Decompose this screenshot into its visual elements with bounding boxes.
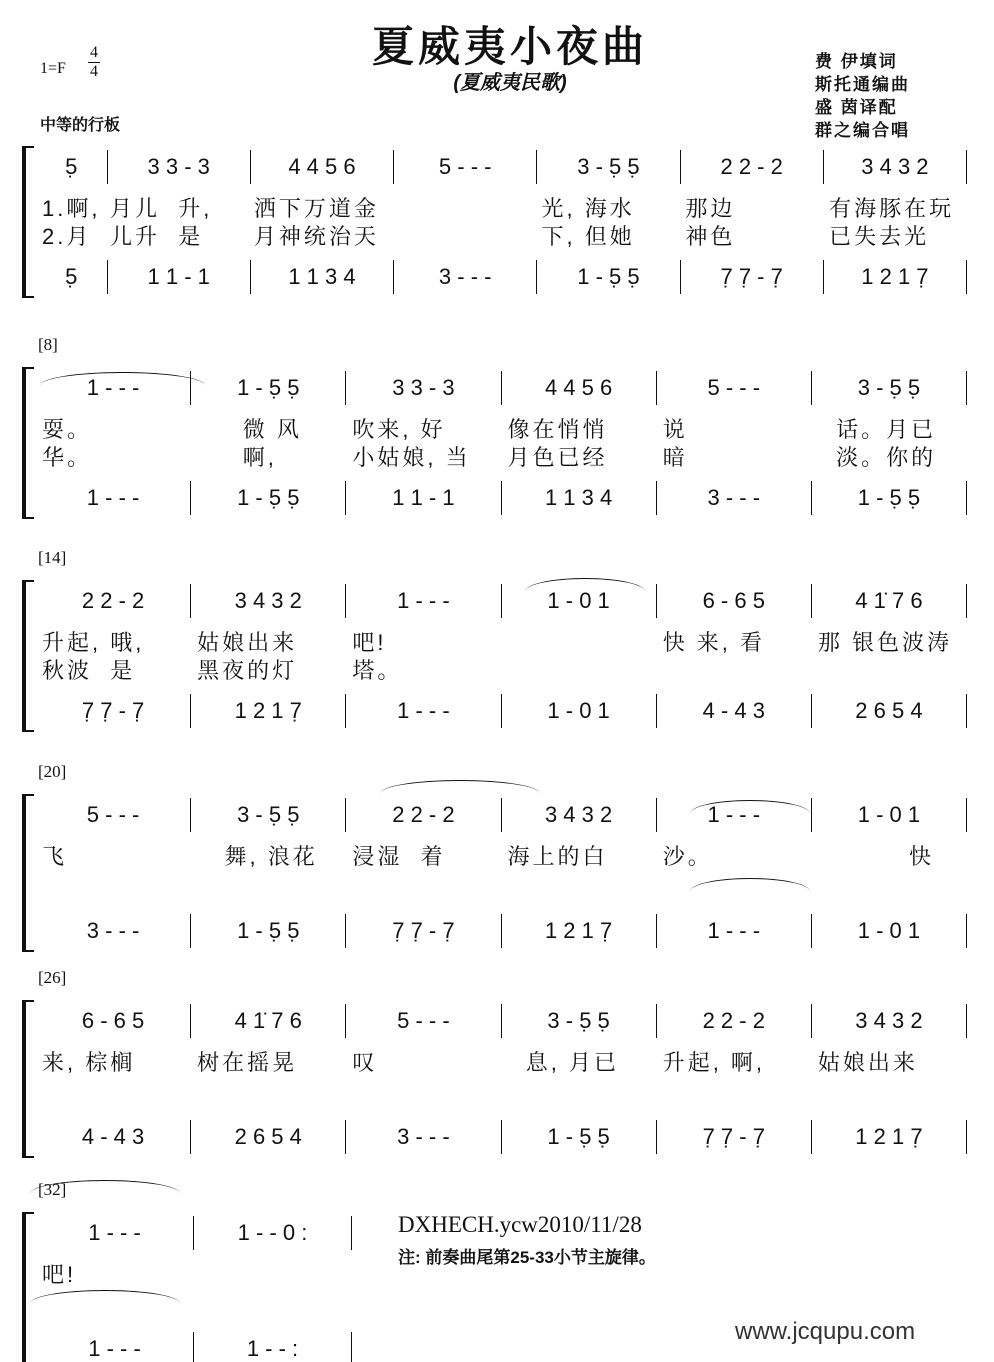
- measure: 5 - - -: [394, 150, 537, 184]
- measure: 2 2 - 2: [657, 1004, 812, 1038]
- measure: 1 2 1 7̣: [191, 694, 346, 728]
- lyrics-line: [36, 413, 967, 441]
- lyric-segment: 1.啊,: [42, 196, 101, 221]
- measure: 3 3 - 3: [346, 371, 501, 405]
- measure: 1 - 5̣ 5̣: [191, 481, 346, 515]
- lyric-segment: 那边: [685, 196, 736, 221]
- lyrics-line: [36, 192, 967, 220]
- lyric-segment: 洒下万道金: [253, 196, 379, 221]
- measure: 4 - 4 3: [36, 1120, 191, 1154]
- lyric-segment: 姑娘出来: [817, 1050, 918, 1075]
- measure: 1 - - -: [657, 914, 812, 948]
- measure: 7̣ 7̣ - 7̣: [681, 260, 824, 294]
- time-signature: [88, 44, 100, 81]
- measure: 3 4 3 2: [502, 798, 657, 832]
- lyric-segment: 2.月: [42, 224, 92, 249]
- measure: 5̣: [36, 260, 108, 294]
- measure: 1 - - -: [36, 1332, 194, 1362]
- measure: 3 - - -: [657, 481, 812, 515]
- measure: 1 - - -: [346, 584, 501, 618]
- watermark: www.jcqupu.com: [735, 1318, 916, 1345]
- harmony-staff: [36, 1332, 352, 1362]
- lyric-segment: 海上的白: [507, 844, 608, 869]
- system-bracket: [22, 1000, 34, 1158]
- lyric-segment: 淡。你的: [817, 445, 937, 470]
- melody-staff: [36, 584, 967, 618]
- measure: 3 - - -: [346, 1120, 501, 1154]
- lyric-segment: 月色已经: [507, 445, 608, 470]
- lyrics-line: [36, 1258, 352, 1286]
- measure-number: [14]: [38, 548, 67, 567]
- lyric-segment: 吧!: [42, 1262, 77, 1287]
- measure-number: [20]: [38, 762, 67, 781]
- lyric-segment: 快: [817, 844, 934, 869]
- measure: 1 - - :: [194, 1332, 352, 1362]
- measure: 2 2 - 2: [681, 150, 824, 184]
- measure: 3 3 - 3: [108, 150, 251, 184]
- measure: 3 - - -: [36, 914, 191, 948]
- lyric-segment: [657, 654, 812, 682]
- measure: 1 - 5̣ 5̣: [191, 914, 346, 948]
- measure: 2 6 5 4: [812, 694, 967, 728]
- measure: 2 6 5 4: [191, 1120, 346, 1154]
- measure: 5 - - -: [36, 798, 191, 832]
- measure: 3 - 5̣ 5̣: [537, 150, 680, 184]
- lyric-segment: [194, 1258, 352, 1286]
- measure: 1 - 0 1: [502, 694, 657, 728]
- measure: 4 4 5 6: [251, 150, 394, 184]
- credit-arranger: 斯托通编曲: [815, 75, 910, 94]
- lyric-segment: 吹来, 好: [352, 417, 446, 442]
- lyric-segment: 神色: [685, 224, 736, 249]
- measure: 3 - - -: [394, 260, 537, 294]
- tie-arc: [380, 780, 540, 807]
- measure: 6 - 6 5: [657, 584, 812, 618]
- tempo-marking: 中等的行板: [40, 117, 121, 134]
- measure: 4 - 4 3: [657, 694, 812, 728]
- measure: 2 2 - 2: [346, 798, 501, 832]
- lyric-segment: 小姑娘, 当: [352, 445, 471, 470]
- measure: 4 4 5 6: [502, 371, 657, 405]
- lyric-segment: 快 来, 看: [662, 630, 766, 655]
- lyrics-line: [36, 626, 967, 654]
- lyric-segment: 月儿 升,: [110, 196, 213, 221]
- lyric-segment: 升起, 啊,: [662, 1050, 766, 1075]
- measure: 3 4 3 2: [824, 150, 967, 184]
- lyric-segment: 树在摇晃: [197, 1050, 298, 1075]
- key-signature: 1=F: [40, 60, 66, 77]
- lyrics-line: [36, 441, 967, 469]
- measure-number: [8]: [38, 335, 58, 354]
- measure: 1 2 1 7̣: [824, 260, 967, 294]
- lyric-segment: [502, 654, 657, 682]
- measure: 1 - - -: [346, 694, 501, 728]
- measure: 1 - 5̣ 5̣: [812, 481, 967, 515]
- lyric-segment: 沙。: [662, 844, 713, 869]
- measure: 1 - - -: [36, 371, 191, 405]
- measure: 1 1 3 4: [251, 260, 394, 294]
- lyric-segment: 塔。: [352, 658, 403, 683]
- time-bottom: 4: [90, 63, 98, 80]
- harmony-staff: [36, 260, 967, 294]
- song-title: 夏威夷小夜曲: [371, 22, 648, 71]
- measure: 4 1̇ 7 6: [191, 1004, 346, 1038]
- melody-staff: [36, 150, 967, 184]
- lyric-segment: 耍。: [42, 417, 93, 442]
- lyrics-line: [36, 654, 967, 682]
- lyric-segment: 舞, 浪花: [197, 844, 318, 869]
- measure: 3 - 5̣ 5̣: [502, 1004, 657, 1038]
- system-bracket: [22, 146, 34, 298]
- signature: DXHECH.ycw2010/11/28: [398, 1212, 642, 1237]
- lyric-segment: 微 风: [197, 417, 302, 442]
- lyric-segment: 华。: [42, 445, 93, 470]
- harmony-staff: [36, 1120, 967, 1154]
- measure: 1 - - -: [657, 798, 812, 832]
- measure: 1 - 5̣ 5̣: [537, 260, 680, 294]
- lyric-segment: 儿升 是: [110, 224, 204, 249]
- lyric-segment: 飞: [42, 844, 68, 869]
- lyric-segment: 浸湿 着: [352, 844, 446, 869]
- lyric-segment: 已失去光: [829, 224, 930, 249]
- harmony-staff: [36, 914, 967, 948]
- measure: 5̣: [36, 150, 108, 184]
- lyric-segment: [502, 626, 657, 654]
- measure-number: [32]: [38, 1180, 67, 1199]
- credit-chorus: 群之编合唱: [815, 121, 910, 140]
- measure: 1 - 5̣ 5̣: [502, 1120, 657, 1154]
- measure: 1 - - -: [36, 481, 191, 515]
- system-bracket: [22, 1212, 34, 1362]
- lyric-segment: 升起, 哦,: [42, 630, 145, 655]
- measure: 1 - 0 1: [812, 914, 967, 948]
- lyric-segment: 话。月已: [817, 417, 937, 442]
- lyric-segment: 光, 海水: [541, 196, 635, 221]
- lyric-segment: 暗: [662, 445, 688, 470]
- lyrics-line: [36, 1046, 967, 1074]
- measure: 3 4 3 2: [812, 1004, 967, 1038]
- measure: 7̣ 7̣ - 7̣: [36, 694, 191, 728]
- song-subtitle: (夏威夷民歌): [453, 72, 567, 94]
- melody-staff: [36, 1216, 352, 1250]
- tie-arc: [40, 372, 205, 399]
- harmony-staff: [36, 481, 967, 515]
- measure: 1 1 - 1: [108, 260, 251, 294]
- measure-number: [26]: [38, 968, 67, 987]
- time-top: 4: [90, 44, 98, 61]
- measure: 7̣ 7̣ - 7̣: [346, 914, 501, 948]
- measure: 5 - - -: [346, 1004, 501, 1038]
- credit-translator: 盛 茵译配: [815, 98, 898, 117]
- tie-arc: [30, 1180, 180, 1207]
- tie-arc: [690, 878, 810, 905]
- lyric-segment: 啊,: [197, 445, 277, 470]
- lyric-segment: 姑娘出来: [197, 630, 298, 655]
- lyric-segment: 月神统治天: [253, 224, 379, 249]
- lyric-segment: 叹: [352, 1050, 378, 1075]
- lyric-segment: [392, 220, 536, 248]
- measure: 4 1̇ 7 6: [812, 584, 967, 618]
- lyric-segment: 下, 但她: [541, 224, 635, 249]
- lyric-segment: [392, 192, 536, 220]
- system-bracket: [22, 580, 34, 732]
- footnote: 注: 前奏曲尾第25-33小节主旋律。: [398, 1248, 656, 1267]
- measure: 2 2 - 2: [36, 584, 191, 618]
- credit-lyrics: 费 伊填词: [815, 52, 898, 71]
- melody-staff: [36, 1004, 967, 1038]
- measure: 1 1 - 1: [346, 481, 501, 515]
- lyric-segment: 息, 月已: [507, 1050, 619, 1075]
- tie-arc: [30, 1290, 180, 1317]
- measure: 1 - - -: [36, 1216, 194, 1250]
- tie-arc: [525, 578, 645, 605]
- measure: 3 - 5̣ 5̣: [191, 798, 346, 832]
- credits: [815, 50, 910, 142]
- measure: 6 - 6 5: [36, 1004, 191, 1038]
- lyric-segment: 那 银色波涛: [817, 630, 952, 655]
- measure: 1 2 1 7̣: [812, 1120, 967, 1154]
- measure: 5 - - -: [657, 371, 812, 405]
- measure: 7̣ 7̣ - 7̣: [657, 1120, 812, 1154]
- measure: 1 2 1 7̣: [502, 914, 657, 948]
- lyric-segment: 吧!: [352, 630, 387, 655]
- tie-arc: [690, 800, 810, 827]
- lyrics-line: [36, 840, 967, 868]
- lyric-segment: 有海豚在玩: [829, 196, 955, 221]
- measure: 1 - 0 1: [812, 798, 967, 832]
- lyrics-line: [36, 220, 967, 248]
- lyric-segment: 秋波 是: [42, 658, 136, 683]
- measure: 1 1 3 4: [502, 481, 657, 515]
- measure: 1 - - 0 :: [194, 1216, 352, 1250]
- system-bracket: [22, 367, 34, 519]
- system-bracket: [22, 794, 34, 952]
- lyric-segment: 黑夜的灯: [197, 658, 298, 683]
- lyric-segment: [812, 654, 967, 682]
- measure: 1 - 0 1: [502, 584, 657, 618]
- harmony-staff: [36, 694, 967, 728]
- measure: 3 4 3 2: [191, 584, 346, 618]
- measure: 1 - 5̣ 5̣: [191, 371, 346, 405]
- measure: 3 - 5̣ 5̣: [812, 371, 967, 405]
- lyric-segment: 像在悄悄: [507, 417, 608, 442]
- lyric-segment: 来, 棕榈: [42, 1050, 136, 1075]
- lyric-segment: 说: [662, 417, 688, 442]
